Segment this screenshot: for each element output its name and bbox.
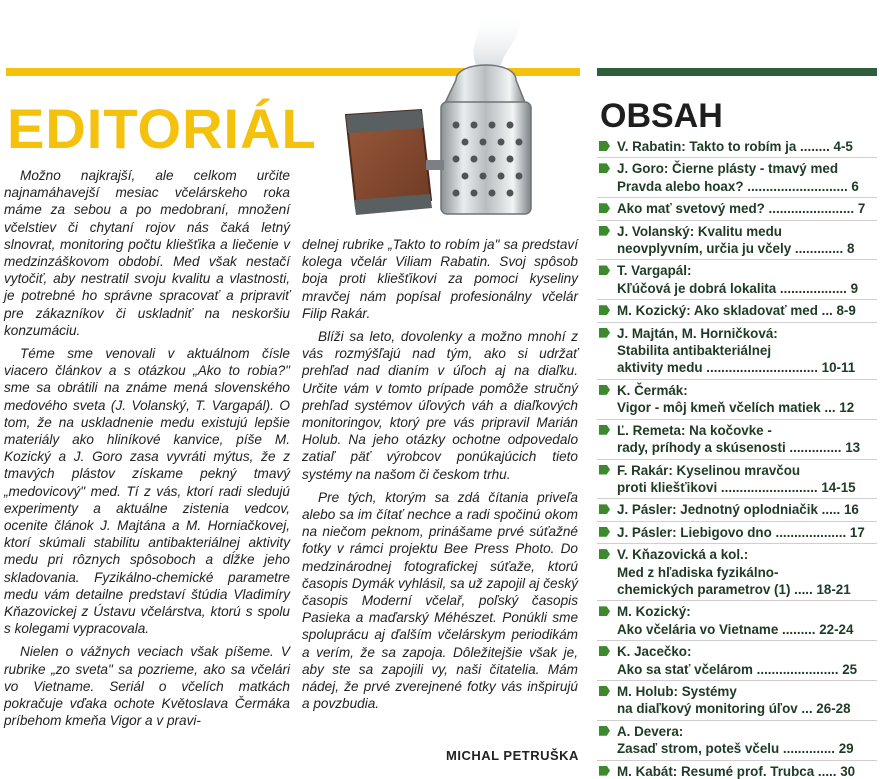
toc-item[interactable] bbox=[597, 300, 877, 322]
editorial-paragraph: Blíži sa leto, dovolenky a možno mnohí z vás rozmýšľajú nad tým, ako si udržať prehľad nad dianím v úľoch aj na diaľku. Určite vám v tomto prípade pomôže stručný prehľad systémov úľových váh a diaľkových monitoringov, ktorý pre vás pripravil Marián Holub. Na jeho otázky ochotne odpovedalo zatiaľ päť výrobcov ponúkajúcich tieto systémy na našom či českom trhu. bbox=[302, 329, 578, 482]
toc-item[interactable] bbox=[597, 158, 877, 198]
arrow-bullet-icon bbox=[599, 385, 610, 395]
arrow-bullet-icon bbox=[599, 686, 610, 696]
toc-item-text: F. Rakár: Kyselinou mravčou bbox=[617, 462, 801, 478]
toc-item-text: M. Holub: Systémy bbox=[617, 683, 737, 699]
toc-title: OBSAH bbox=[600, 97, 723, 135]
editorial-paragraph: Možno najkrajší, ale celkom určite najnamáhavejší mesiac včelárskeho roka máme za sebou a po medobraní, množení včelstiev či chytaní rojov nás čaká letný slnovrat, monitoring počtu kliešťika a liečenie v medzinzáškovom období. Med však nestačí vytočiť, aby nestratil svoju kvalitu a vlastnosti, je potrebné ho správne spracovať a pripraviť pre zákazníkov či uskladniť na neskoršiu konzumáciu. bbox=[4, 168, 290, 338]
toc-item-text: J. Pásler: Liebigovo dno ................... 17 bbox=[617, 524, 865, 540]
toc-item[interactable] bbox=[597, 136, 877, 158]
toc-item-text: neovplyvním, určia ju včely ............. 8 bbox=[617, 241, 855, 257]
editorial-column-2 bbox=[302, 236, 578, 718]
toc-item-text: rady, príhody a skúsenosti .............. 13 bbox=[617, 440, 861, 456]
toc-item-text: V. Rabatin: Takto to robím ja ........ 4-5 bbox=[617, 139, 853, 154]
editorial-paragraph: Téme sme venovali v aktuálnom čísle viacero článkov a s otázkou „Ako to robia?" sme sa obrátili na známe mená slovenského medového sveta (J. Volanský, T. Vargapál). O tom, že na uskladnenie medu existujú lepšie materiály ako hliníkové kanvice, píše M. Kozický a J. Goro zasa vyvráti mýtus, že z tmavých plástov získame pekný tmavý „medovicový" med. Tí z vás, ktorí radi sledujú experimenty a aktuálne zistenia vedcov, ocenite článok J. Majtána a M. Horniačkovej, ktorí skúmali stabilitu antibakteriálnej aktivity medu pri rôznych spôsoboch a dĺžke jeho skladovania. Fyzikálno-chemické parametre medu vám detailne predstaví štúdia Vladimíry Kňazovickej z Ústavu včelárstva, ktorú s spolu s kolegami vypracovala. bbox=[4, 346, 290, 637]
arrow-bullet-icon bbox=[599, 305, 610, 315]
toc-item[interactable] bbox=[597, 544, 877, 601]
bee-smoker-photo bbox=[326, 10, 558, 220]
arrow-bullet-icon bbox=[599, 465, 610, 475]
toc-item[interactable] bbox=[597, 522, 877, 544]
toc-item[interactable] bbox=[597, 260, 877, 300]
toc-item[interactable] bbox=[597, 380, 877, 420]
toc-item-text: Ako mať svetový med? ....................... 7 bbox=[617, 201, 866, 217]
toc-item-text: M. Kozický: Ako skladovať med ... 8-9 bbox=[617, 303, 856, 319]
toc-item-text: J. Pásler: Jednotný oplodniačik ..... 16 bbox=[617, 502, 859, 518]
toc-item[interactable] bbox=[597, 721, 877, 761]
arrow-bullet-icon bbox=[599, 141, 610, 151]
arrow-bullet-icon bbox=[599, 328, 610, 338]
toc-item-text: J. Goro: Čierne plásty - tmavý med bbox=[617, 161, 839, 177]
arrow-bullet-icon bbox=[599, 203, 610, 213]
toc-item[interactable] bbox=[597, 601, 877, 641]
toc-item-text: Zasaď strom, poteš včelu .............. 29 bbox=[617, 741, 854, 757]
toc-item[interactable] bbox=[597, 499, 877, 521]
toc-item[interactable] bbox=[597, 460, 877, 500]
toc-item-text: chemických parametrov (1) ..... 18-21 bbox=[617, 581, 851, 597]
author-signature: MICHAL PETRUŠKA bbox=[446, 748, 579, 763]
arrow-bullet-icon bbox=[599, 646, 610, 656]
toc-item[interactable] bbox=[597, 221, 877, 261]
toc-item-text: V. Kňazovická a kol.: bbox=[617, 547, 749, 563]
arrow-bullet-icon bbox=[599, 726, 610, 736]
arrow-bullet-icon bbox=[599, 527, 610, 537]
arrow-bullet-icon bbox=[599, 163, 610, 173]
arrow-bullet-icon bbox=[599, 265, 610, 275]
editorial-paragraph: delnej rubrike „Takto to robím ja" sa predstaví kolega včelár Viliam Rabatin. Svoj spôsob boja proti kliešťikovi za pomoci kyseliny mravčej nám popísal profesionálny včelár Filip Rakár. bbox=[302, 237, 578, 321]
toc-item-text: na diaľkový monitoring úľov ... 26-28 bbox=[617, 701, 851, 717]
toc-item-text: M. Kozický: bbox=[617, 604, 691, 620]
toc-item[interactable] bbox=[597, 761, 877, 779]
table-of-contents bbox=[597, 136, 877, 779]
toc-item[interactable] bbox=[597, 198, 877, 220]
arrow-bullet-icon bbox=[599, 504, 610, 514]
toc-item-text: Med z hľadiska fyzikálno- bbox=[617, 564, 779, 580]
arrow-bullet-icon bbox=[599, 226, 610, 236]
toc-item-text: Vigor - môj kmeň včelích matiek ... 12 bbox=[617, 400, 855, 416]
toc-item-text: aktivity medu .............................. 10-11 bbox=[617, 360, 856, 376]
arrow-bullet-icon bbox=[599, 766, 610, 776]
toc-item[interactable] bbox=[597, 681, 877, 721]
toc-item-text: K. Čermák: bbox=[617, 382, 688, 398]
toc-item-text: T. Vargapál: bbox=[617, 263, 692, 279]
toc-item[interactable] bbox=[597, 420, 877, 460]
toc-item-text: proti kliešťikovi .......................... 14-15 bbox=[617, 479, 856, 495]
toc-item-text: Kľúčová je dobrá lokalita .................. 9 bbox=[617, 280, 859, 296]
editorial-column-1 bbox=[4, 167, 290, 736]
toc-item-text: Pravda alebo hoax? ........................... 6 bbox=[617, 178, 859, 194]
arrow-bullet-icon bbox=[599, 606, 610, 616]
toc-item-text: K. Jacečko: bbox=[617, 644, 692, 660]
toc-item-text: M. Kabát: Resumé prof. Trubca ..... 30 bbox=[617, 763, 856, 779]
editorial-paragraph: Nielen o vážnych veciach však píšeme. V rubrike „zo sveta" sa pozrieme, ako sa včelári vo Vietname. Seriál o včelích matkách pokračuje vďaka ochote Květoslava Čermáka príbehom kmeňa Vigor a v pravi- bbox=[4, 644, 290, 729]
toc-item-text: Stabilita antibakteriálnej bbox=[617, 343, 772, 359]
toc-item-text: A. Devera: bbox=[617, 723, 684, 739]
arrow-bullet-icon bbox=[599, 549, 610, 559]
toc-item-text: Ako včelária vo Vietname ......... 22-24 bbox=[617, 621, 854, 637]
toc-item-text: Ľ. Remeta: Na kočovke - bbox=[617, 422, 772, 438]
toc-item[interactable] bbox=[597, 641, 877, 681]
toc-item-text: J. Majtán, M. Horničková: bbox=[617, 325, 778, 341]
toc-item-text: J. Volanský: Kvalitu medu bbox=[617, 223, 782, 239]
toc-accent-bar bbox=[597, 68, 877, 76]
editorial-paragraph: Pre tých, ktorým sa zdá čítania priveľa alebo sa im čítať nechce a radi spočinú okom na niečom peknom, prinášame prvé súťažné fotky v rámci projektu Bee Press Photo. Do medzinárodnej fotografickej súťaže, ktorú časopis Dymák vyhlásil, sa už zapojil aj český časopis Moderní včelař, poľský časopis Pasieka a maďarský Méhészet. Ponúkli sme spoluprácu aj ďalším včelárskym periodikám a verím, že sa zapoja. Dôležitejšie však je, aby ste sa zapojili vy, naši čitatelia. Mám nádej, že prvé zverejnené fotky vás inšpirujú a povzbudia. bbox=[302, 489, 578, 712]
editorial-title: EDITORIÁL bbox=[7, 97, 317, 160]
arrow-bullet-icon bbox=[599, 425, 610, 435]
toc-item-text: Ako sa stať včelárom ...................... 25 bbox=[617, 661, 858, 677]
toc-item[interactable] bbox=[597, 323, 877, 380]
